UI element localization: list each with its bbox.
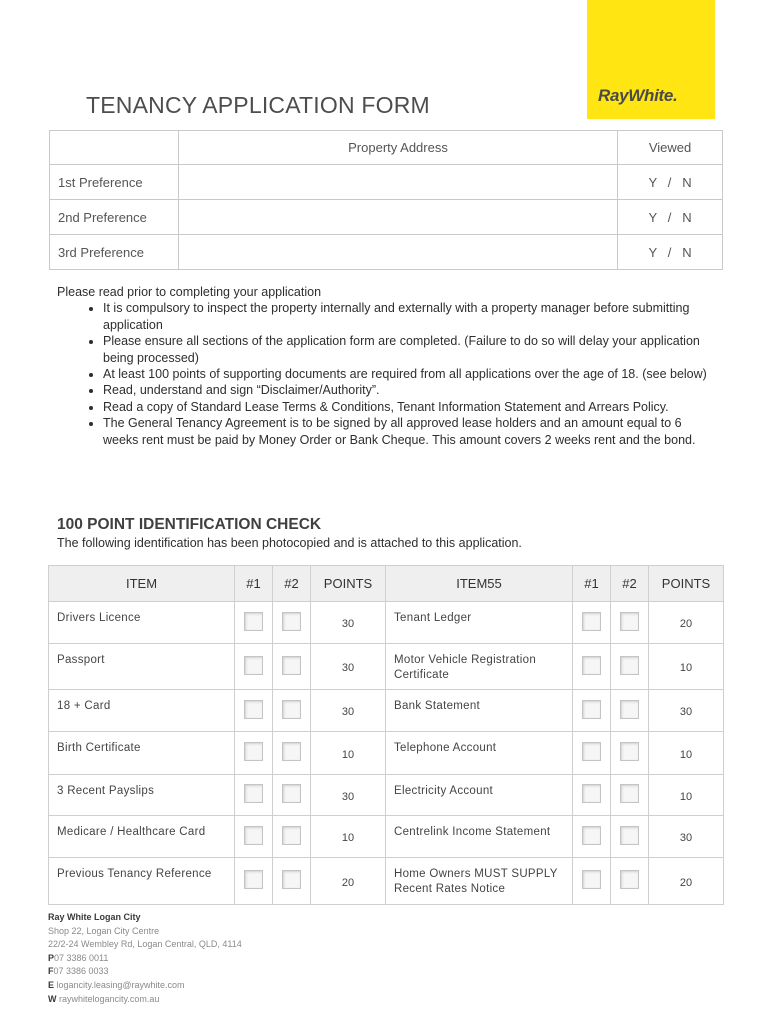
email-address[interactable]: logancity.leasing@raywhite.com [56,979,185,990]
preference-label: 2nd Preference [50,200,179,235]
copy2-checkbox[interactable] [282,742,301,761]
web-address[interactable]: raywhitelogancity.com.au [59,993,160,1004]
preference-row [50,165,723,200]
id-item-name: Telephone Account [386,732,573,775]
instruction-item: • At least 100 points of supporting documents are required from all applications over the age of 18. (see below) [103,366,717,382]
preference-header-row [50,131,723,165]
id-item-name: Passport [49,644,235,690]
blank-header-cell [50,131,179,165]
phone-line [48,952,242,966]
phone-number: 07 3386 0011 [54,952,109,963]
id-table-row [49,858,724,905]
copy1-cell [573,602,611,644]
id-item-points: 10 [311,816,386,858]
viewed-yes-no[interactable]: Y / N [618,235,723,270]
instructions-block [57,284,717,448]
copy1-header: #1 [573,566,611,602]
item-header: ITEM55 [386,566,573,602]
preference-label: 1st Preference [50,165,179,200]
instructions-list [57,300,717,448]
copy2-checkbox[interactable] [620,612,639,631]
property-address-header: Property Address [178,131,617,165]
copy2-cell [273,732,311,775]
copy1-checkbox[interactable] [244,742,263,761]
office-address-line2: 22/2-24 Wembley Rd, Logan Central, QLD, 4114 [48,939,242,950]
id-item-name: Tenant Ledger [386,602,573,644]
viewed-header: Viewed [618,131,723,165]
copy2-cell [611,690,649,732]
identification-table [48,565,724,905]
copy2-checkbox[interactable] [282,870,301,889]
instruction-item: • The General Tenancy Agreement is to be signed by all approved lease holders and an amount equal to 6 weeks rent must be paid by Money Order or Bank Cheque. This amount covers 2 weeks rent and the bond. [103,415,717,448]
copy1-checkbox[interactable] [582,826,601,845]
copy2-cell [611,644,649,690]
copy1-checkbox[interactable] [244,826,263,845]
property-preference-table [49,130,723,270]
preference-label: 3rd Preference [50,235,179,270]
copy1-cell [235,775,273,816]
instruction-item: • Read, understand and sign “Disclaimer/Authority”. [103,382,717,398]
copy2-checkbox[interactable] [620,826,639,845]
property-address-field[interactable] [178,165,617,200]
id-item-name: Birth Certificate [49,732,235,775]
phone-label: P [48,952,55,963]
id-item-points: 30 [311,644,386,690]
item-header: ITEM [49,566,235,602]
copy1-checkbox[interactable] [244,656,263,675]
copy2-cell [273,816,311,858]
id-table-row [49,690,724,732]
id-check-title: 100 POINT IDENTIFICATION CHECK [57,516,322,533]
copy1-checkbox[interactable] [244,700,263,719]
copy2-cell [611,816,649,858]
copy1-cell [573,858,611,905]
copy2-checkbox[interactable] [620,656,639,675]
id-table-row [49,732,724,775]
instruction-item: • Read a copy of Standard Lease Terms & Conditions, Tenant Information Statement and Arrears Policy. [103,399,717,415]
preference-row [50,235,723,270]
copy1-checkbox[interactable] [582,700,601,719]
id-item-points: 10 [311,732,386,775]
id-item-points: 30 [311,690,386,732]
id-item-name: Previous Tenancy Reference [49,858,235,905]
copy1-cell [235,858,273,905]
copy1-checkbox[interactable] [582,784,601,803]
copy1-cell [573,775,611,816]
viewed-yes-no[interactable]: Y / N [618,200,723,235]
copy2-checkbox[interactable] [282,826,301,845]
fax-label: F [48,966,54,977]
web-label: W [48,993,57,1004]
copy2-checkbox[interactable] [282,700,301,719]
id-table-row [49,644,724,690]
id-item-points: 30 [311,775,386,816]
copy2-checkbox[interactable] [620,742,639,761]
copy2-cell [611,858,649,905]
points-header: POINTS [649,566,724,602]
copy2-cell [273,690,311,732]
id-check-subtitle: The following identification has been photocopied and is attached to this application. [57,536,522,550]
office-address-line1: Shop 22, Logan City Centre [48,925,160,936]
id-table-row [49,775,724,816]
id-item-name: Medicare / Healthcare Card [49,816,235,858]
copy1-cell [573,644,611,690]
instructions-intro: Please read prior to completing your application [57,285,322,299]
copy2-checkbox[interactable] [620,784,639,803]
office-footer [48,911,242,1006]
id-item-points: 20 [649,858,724,905]
id-item-points: 10 [649,644,724,690]
id-item-points: 20 [649,602,724,644]
id-item-points: 30 [311,602,386,644]
copy1-header: #1 [235,566,273,602]
property-address-field[interactable] [178,200,617,235]
id-item-points: 10 [649,775,724,816]
id-table-row [49,602,724,644]
copy1-cell [573,732,611,775]
copy2-checkbox[interactable] [620,870,639,889]
copy2-checkbox[interactable] [282,612,301,631]
copy1-checkbox[interactable] [244,870,263,889]
points-header: POINTS [311,566,386,602]
id-item-points: 30 [649,690,724,732]
copy2-cell [611,775,649,816]
copy2-header: #2 [611,566,649,602]
copy1-cell [235,602,273,644]
form-title: TENANCY APPLICATION FORM [86,92,430,118]
copy2-checkbox[interactable] [282,784,301,803]
copy2-checkbox[interactable] [620,700,639,719]
copy1-checkbox[interactable] [582,612,601,631]
email-line [48,979,242,993]
web-line [48,993,242,1007]
copy2-cell [273,602,311,644]
id-item-points: 20 [311,858,386,905]
id-item-name: Motor Vehicle Registration Certificate [386,644,573,690]
ray-white-logo: RayWhite. [598,86,678,105]
copy1-checkbox[interactable] [582,742,601,761]
copy2-cell [273,775,311,816]
copy1-cell [573,690,611,732]
copy1-cell [235,732,273,775]
copy1-checkbox[interactable] [582,870,601,889]
fax-number: 07 3386 0033 [53,966,109,977]
copy1-cell [573,816,611,858]
copy1-checkbox[interactable] [244,612,263,631]
copy1-cell [235,690,273,732]
copy1-checkbox[interactable] [244,784,263,803]
id-item-points: 10 [649,732,724,775]
email-label: E [48,979,55,990]
copy2-checkbox[interactable] [282,656,301,675]
id-table-row [49,816,724,858]
id-item-name: Bank Statement [386,690,573,732]
instruction-item: • It is compulsory to inspect the property internally and externally with a property manager before submitting application [103,300,717,333]
id-item-name: 18 + Card [49,690,235,732]
id-item-points: 30 [649,816,724,858]
preference-row [50,200,723,235]
copy1-cell [235,644,273,690]
copy1-checkbox[interactable] [582,656,601,675]
copy2-header: #2 [273,566,311,602]
id-table-header-row [49,566,724,602]
instruction-item: • Please ensure all sections of the application form are completed. (Failure to do so will delay your application being processed) [103,333,717,366]
id-item-name: Electricity Account [386,775,573,816]
id-item-name: 3 Recent Payslips [49,775,235,816]
id-item-name: Centrelink Income Statement [386,816,573,858]
property-address-field[interactable] [178,235,617,270]
viewed-yes-no[interactable]: Y / N [618,165,723,200]
office-name: Ray White Logan City [48,912,141,922]
id-item-name: Drivers Licence [49,602,235,644]
id-item-name: Home Owners MUST SUPPLY Recent Rates Notice [386,858,573,905]
copy2-cell [611,732,649,775]
copy2-cell [273,644,311,690]
copy1-cell [235,816,273,858]
copy2-cell [611,602,649,644]
fax-line [48,965,242,979]
copy2-cell [273,858,311,905]
